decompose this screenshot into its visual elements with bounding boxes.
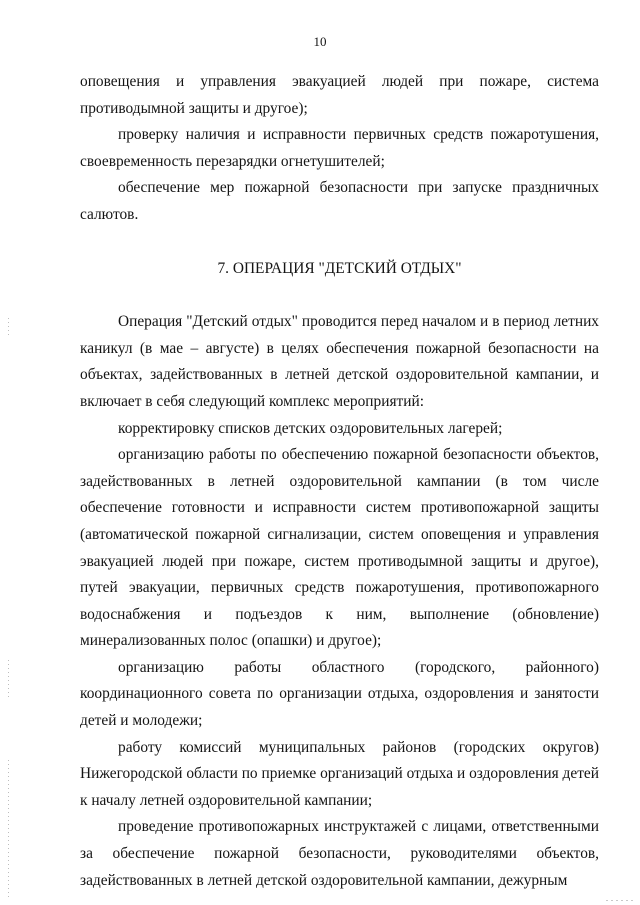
document-body xyxy=(80,69,599,894)
paragraph: работу комиссий муниципальных районов (городских округов) Нижегородской области по приемке организаций отдыха и оздоровления детей к началу летней оздоровительной кампании; xyxy=(80,738,599,809)
paragraph-continuation: оповещения и управления эвакуацией людей при пожаре, система противодымной защиты и другое); xyxy=(80,73,599,117)
paragraph: Операция "Детский отдых" проводится перед началом и в период летних каникул (в мае – августе) в целях обеспечения пожарной безопасности на объектах, задействованных в летней детской оздоровительной кампании, и включает в себя следующий комплекс мероприятий: xyxy=(80,313,599,410)
scan-edge-mark xyxy=(8,760,9,900)
scan-corner-mark xyxy=(606,900,634,901)
paragraph: организацию работы по обеспечению пожарной безопасности объектов, задействованных в летней оздоровительной кампании (в том числе обеспечение готовности и исправности систем противопожарной защиты (автоматической пожарной сигнализации, систем оповещения и управления эвакуацией людей при пожаре, систем противодымной защиты и другое), путей эвакуации, первичных средств пожаротушения, противопожарного водоснабжения и подъездов к ним, выполнение (обновление) минерализованных полос (опашки) и другое); xyxy=(80,446,599,650)
paragraph: организацию работы областного (городского, районного) координационного совета по организации отдыха, оздоровления и занятости детей и молодежи; xyxy=(80,658,599,730)
page-number: 10 xyxy=(313,34,327,49)
paragraph: проверку наличия и исправности первичных средств пожаротушения, своевременность перезарядки огнетушителей; xyxy=(80,126,599,170)
paragraph: обеспечение мер пожарной безопасности при запуске праздничных салютов. xyxy=(80,179,599,223)
scan-edge-mark xyxy=(8,660,9,700)
scan-edge-mark xyxy=(8,318,9,336)
section-heading: 7. ОПЕРАЦИЯ "ДЕТСКИЙ ОТДЫХ" xyxy=(217,259,462,277)
paragraph: корректировку списков детских оздоровительных лагерей; xyxy=(118,419,503,437)
paragraph: проведение противопожарных инструктажей с лицами, ответственными за обеспечение пожарной безопасности, руководителями объектов, задействованных в летней детской оздоровительной кампании, дежурным xyxy=(80,818,599,889)
